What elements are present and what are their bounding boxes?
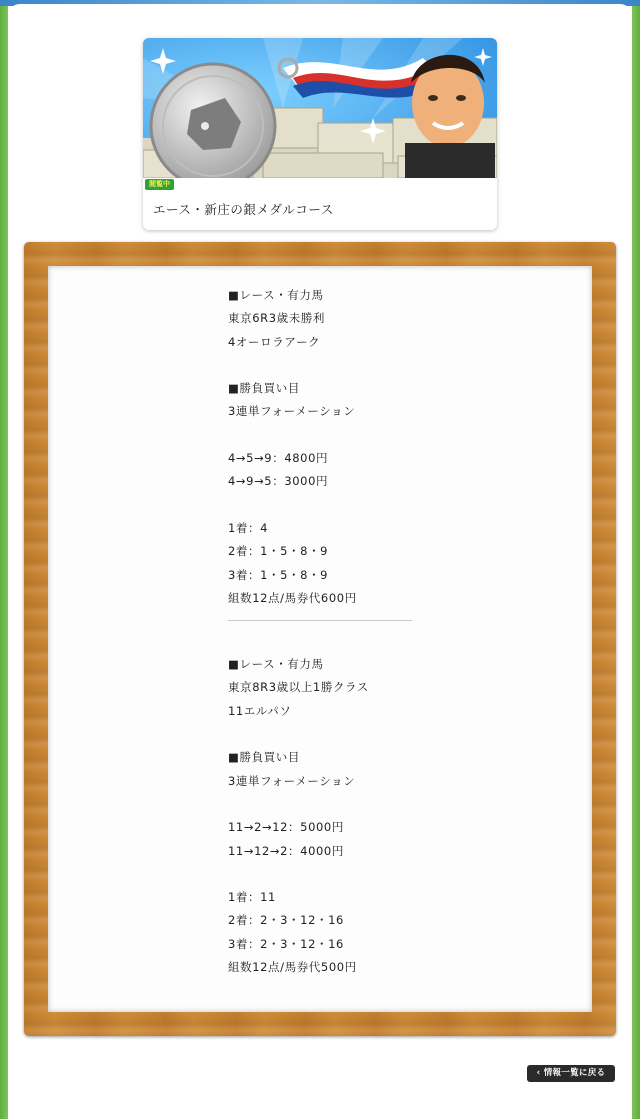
course-banner-image xyxy=(143,38,497,178)
tip-line xyxy=(228,793,412,816)
course-title: エース・新庄の銀メダルコース xyxy=(153,202,334,217)
tip-line xyxy=(228,494,412,517)
tips-paper xyxy=(48,266,592,1012)
tip-line: 11エルパソ xyxy=(228,703,292,718)
tip-line: 組数12点/馬券代600円 xyxy=(228,590,357,605)
tip-line: 3着：1・5・8・9 xyxy=(228,567,329,582)
tip-line: 東京6R3歳未勝利 xyxy=(228,311,326,326)
tip-line: 東京8R3歳以上1勝クラス xyxy=(228,680,369,695)
section-divider xyxy=(228,620,412,621)
chevron-left-icon: ‹ xyxy=(536,1068,544,1078)
tip-line xyxy=(228,354,412,377)
tip-line: ■レース・有力馬 xyxy=(228,657,324,672)
tip-line: 4→9→5：3000円 xyxy=(228,474,329,489)
tips-section-2 xyxy=(228,653,412,979)
tip-line: 2着：1・5・8・9 xyxy=(228,544,329,559)
tip-line xyxy=(228,424,412,447)
tips-section-1 xyxy=(228,284,412,610)
tip-line: ■勝負買い目 xyxy=(228,381,300,396)
tip-line: 4→5→9：4800円 xyxy=(228,451,329,466)
back-button-label: 情報一覧に戻る xyxy=(543,1068,606,1078)
tips-content xyxy=(228,284,412,979)
tip-line: 組数12点/馬券代500円 xyxy=(228,960,357,975)
tip-line: 11→2→12：5000円 xyxy=(228,820,344,835)
tip-line: 2着：2・3・12・16 xyxy=(228,913,344,928)
tip-line xyxy=(228,863,412,886)
tip-line: ■勝負買い目 xyxy=(228,750,300,765)
tip-line: 11→12→2：4000円 xyxy=(228,843,344,858)
tip-line: 1着：4 xyxy=(228,520,269,535)
tip-line xyxy=(228,723,412,746)
tip-line: ■レース・有力馬 xyxy=(228,288,324,302)
wooden-frame xyxy=(24,242,616,1036)
back-to-list-button[interactable] xyxy=(527,1065,615,1082)
viewing-badge: 閲覧中 xyxy=(145,179,174,190)
course-card[interactable] xyxy=(143,38,497,230)
tip-line: 1着：11 xyxy=(228,890,276,905)
tip-line: 4オーロラアーク xyxy=(228,334,321,349)
tip-line: 3着：2・3・12・16 xyxy=(228,936,344,951)
tip-line: 3連単フォーメーション xyxy=(228,773,356,788)
tip-line: 3連単フォーメーション xyxy=(228,404,356,419)
